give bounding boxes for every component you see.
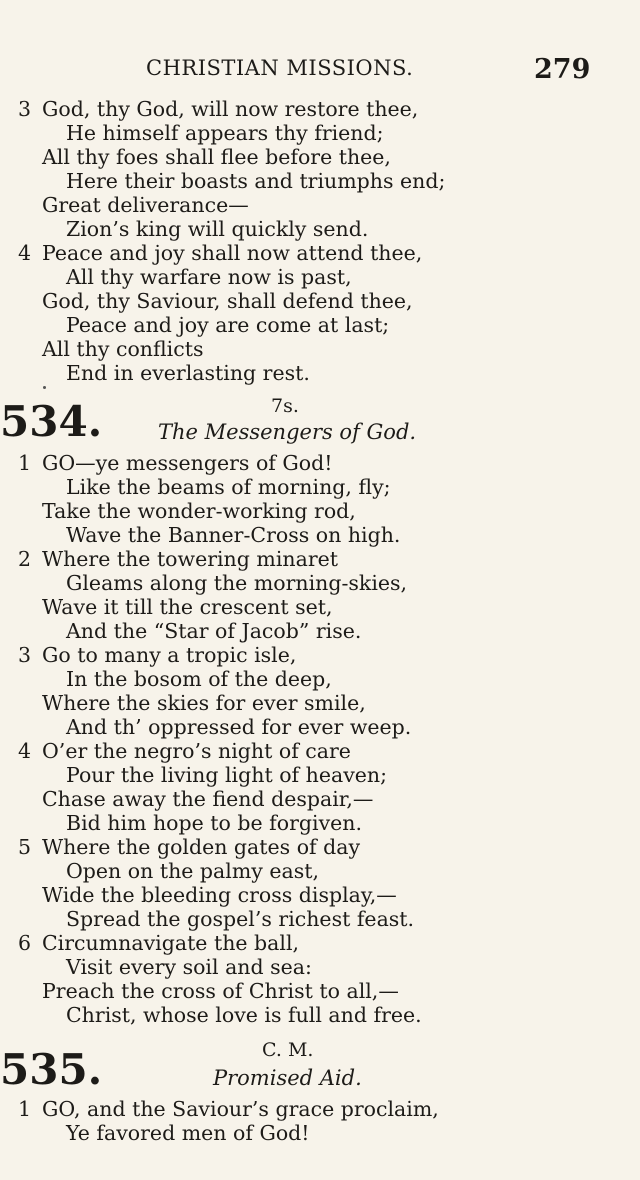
ink-speck bbox=[43, 386, 46, 389]
verse-line: Here their boasts and triumphs end; bbox=[66, 169, 446, 193]
hymn-number: 535. bbox=[0, 1045, 103, 1094]
verse-line: O’er the negro’s night of care bbox=[42, 739, 351, 763]
verse-line: GO, and the Saviour’s grace proclaim, bbox=[42, 1097, 439, 1121]
verse-line: God, thy God, will now restore thee, bbox=[42, 97, 419, 121]
verse-line: Chase away the fiend despair,— bbox=[42, 787, 374, 811]
verse-line: All thy warfare now is past, bbox=[66, 265, 352, 289]
verse-line: Open on the palmy east, bbox=[66, 859, 319, 883]
hymn-meter: 7s. bbox=[271, 395, 299, 417]
page-header bbox=[0, 54, 640, 84]
verse-line: Pour the living light of heaven; bbox=[66, 763, 388, 787]
verse-line: Wide the bleeding cross display,— bbox=[42, 883, 397, 907]
hymn-title: The Messengers of God. bbox=[158, 420, 417, 444]
verse-line: And the “Star of Jacob” rise. bbox=[66, 619, 362, 643]
verse-line: Peace and joy shall now attend thee, bbox=[42, 241, 423, 265]
verse-line: GO—ye messengers of God! bbox=[42, 451, 333, 475]
verse-line: Preach the cross of Christ to all,— bbox=[42, 979, 399, 1003]
verse-line: Where the skies for ever smile, bbox=[42, 691, 366, 715]
stanza-number: 2 bbox=[18, 547, 32, 571]
hymn-meter: C. M. bbox=[262, 1039, 314, 1061]
verse-line: Where the towering minaret bbox=[42, 547, 338, 571]
verse-line: Wave the Banner-Cross on high. bbox=[66, 523, 401, 547]
verse-line: Take the wonder-working rod, bbox=[42, 499, 356, 523]
verse-line: Spread the gospel’s richest feast. bbox=[66, 907, 415, 931]
verse-line: In the bosom of the deep, bbox=[66, 667, 332, 691]
stanza-number: 1 bbox=[18, 1097, 32, 1121]
verse-line: Visit every soil and sea: bbox=[66, 955, 312, 979]
verse-line: Wave it till the crescent set, bbox=[42, 595, 333, 619]
verse-line: All thy conflicts bbox=[42, 337, 204, 361]
verse-line: Peace and joy are come at last; bbox=[66, 313, 390, 337]
verse-line: Christ, whose love is full and free. bbox=[66, 1003, 422, 1027]
verse-line: Ye favored men of God! bbox=[66, 1121, 310, 1145]
verse-line: Zion’s king will quickly send. bbox=[66, 217, 369, 241]
verse-line: Gleams along the morning-skies, bbox=[66, 571, 408, 595]
stanza-number: 4 bbox=[18, 739, 32, 763]
verse-line: God, thy Saviour, shall defend thee, bbox=[42, 289, 413, 313]
verse-line: Circumnavigate the ball, bbox=[42, 931, 300, 955]
stanza-number: 3 bbox=[18, 97, 32, 121]
verse-line: End in everlasting rest. bbox=[66, 361, 310, 385]
verse-line: Like the beams of morning, fly; bbox=[66, 475, 391, 499]
stanza-number: 5 bbox=[18, 835, 32, 859]
verse-line: He himself appears thy friend; bbox=[66, 121, 384, 145]
verse-line: And th’ oppressed for ever weep. bbox=[66, 715, 412, 739]
stanza-number: 3 bbox=[18, 643, 32, 667]
verse-line: Great deliverance— bbox=[42, 193, 249, 217]
stanza-number: 6 bbox=[18, 931, 32, 955]
hymn-number: 534. bbox=[0, 397, 103, 446]
stanza-number: 1 bbox=[18, 451, 32, 475]
stanza-number: 4 bbox=[18, 241, 32, 265]
hymn-title: Promised Aid. bbox=[213, 1066, 362, 1090]
page-number: 279 bbox=[534, 54, 591, 85]
verse-line: Where the golden gates of day bbox=[42, 835, 361, 859]
verse-line: Go to many a tropic isle, bbox=[42, 643, 297, 667]
verse-line: Bid him hope to be forgiven. bbox=[66, 811, 362, 835]
running-title: CHRISTIAN MISSIONS. bbox=[146, 56, 414, 80]
verse-line: All thy foes shall flee before thee, bbox=[42, 145, 391, 169]
